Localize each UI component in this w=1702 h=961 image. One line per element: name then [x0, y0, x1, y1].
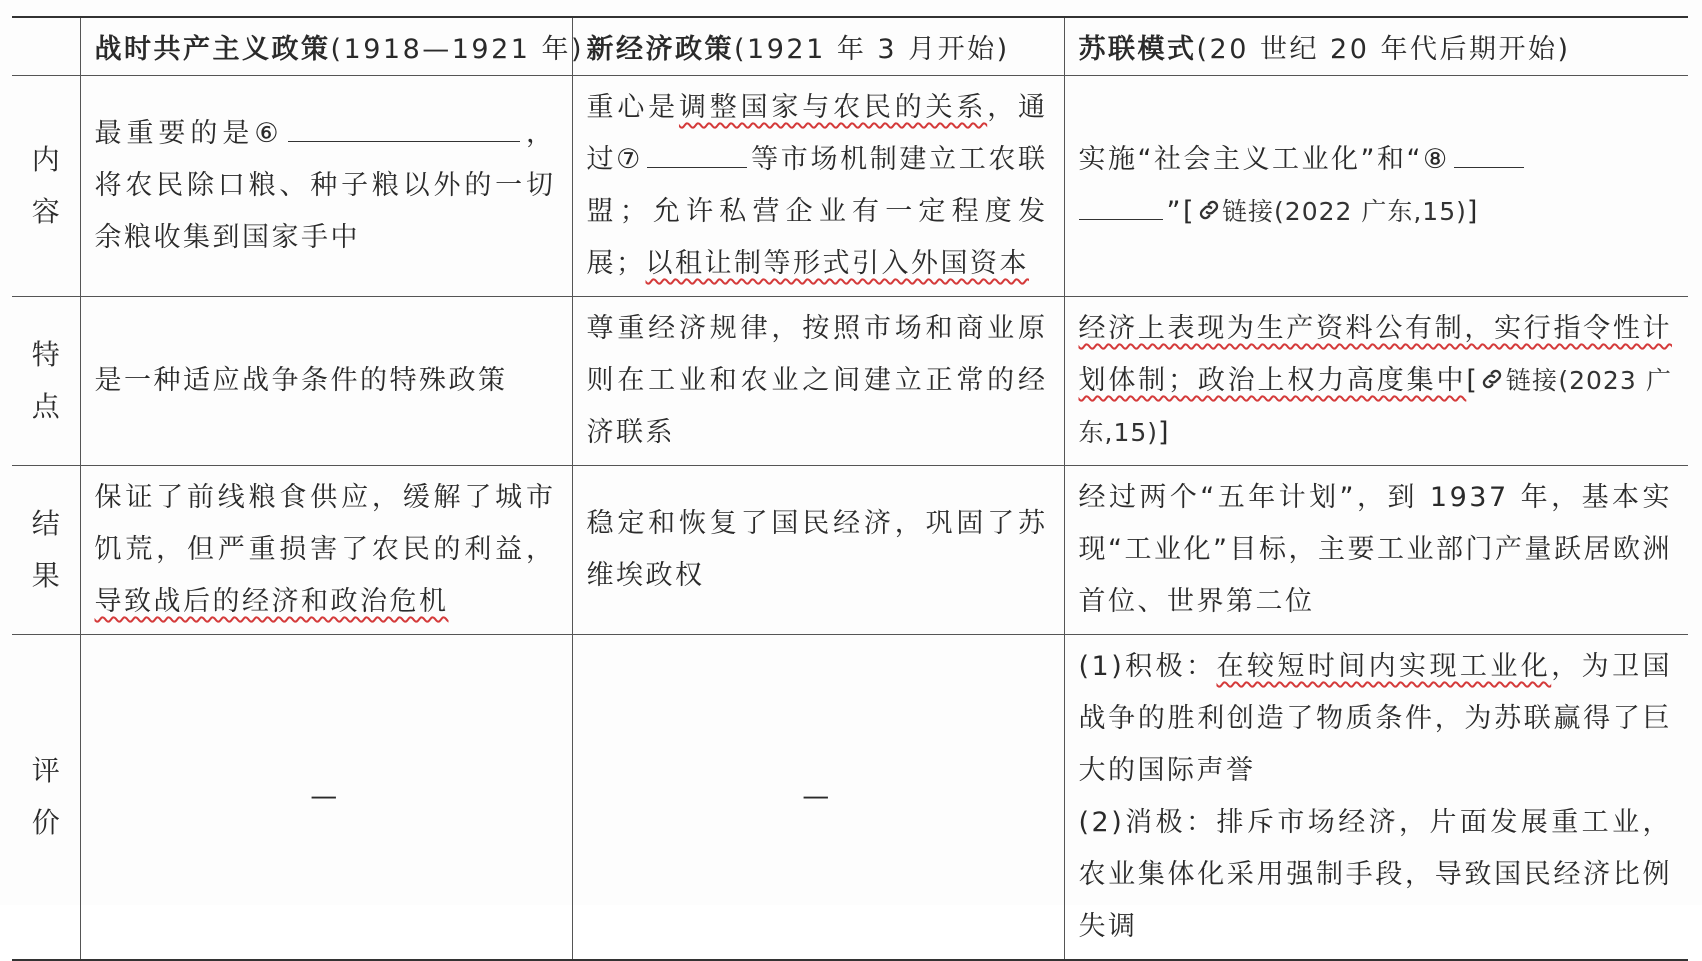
- header-nep-name: 新经济政策: [586, 34, 734, 65]
- header-row: [12, 17, 1688, 76]
- row-label-evaluation: [12, 635, 80, 961]
- text: 重心是: [586, 92, 679, 123]
- row-label-char: 果: [31, 559, 60, 592]
- result-war-communism: [80, 466, 572, 635]
- text: 保证了前线粮食供应，缓解了城市饥荒，但严重损害了农民的利益，: [94, 482, 556, 565]
- text: 是一种适应战争条件的特殊政策: [94, 365, 508, 396]
- evaluation-soviet-model: [1064, 635, 1688, 961]
- header-soviet-model-years: (20 世纪 20 年代后期开始): [1196, 34, 1571, 65]
- link-icon: [1196, 197, 1222, 223]
- row-label-char: 评: [31, 754, 60, 787]
- header-war-communism-name: 战时共产主义政策: [94, 34, 331, 65]
- text: 实施“社会主义工业化”和“⑧: [1078, 144, 1450, 175]
- text: 稳定和恢复了国民经济，巩固了苏维埃政权: [586, 508, 1048, 591]
- row-result: [12, 466, 1688, 635]
- text: ”[: [1166, 196, 1197, 227]
- row-label-char: 容: [31, 195, 60, 228]
- link-reference[interactable]: 链接(2023 广东,15): [1078, 366, 1673, 447]
- row-label-content: [12, 76, 80, 297]
- feature-nep: [572, 297, 1064, 466]
- link-icon: [1479, 366, 1505, 392]
- row-label-char: 内: [31, 143, 60, 176]
- text: ]: [1158, 417, 1172, 448]
- text: [: [1466, 365, 1480, 396]
- answer-blank-8-part2[interactable]: [1079, 189, 1163, 220]
- wavy-underlined-text: 以租让制等形式引入外国资本: [645, 248, 1029, 279]
- header-nep: [572, 17, 1064, 76]
- header-soviet-model-name: 苏联模式: [1078, 34, 1197, 65]
- evaluation-nep: [572, 635, 1064, 961]
- wavy-underlined-text: 调整国家与农民的关系: [678, 92, 988, 123]
- text: 经过两个“五年计划”，到 1937 年，基本实现“工业化”目标，主要工业部门产量跃居欧洲首位、世界第二位: [1078, 482, 1672, 617]
- link-reference[interactable]: 链接(2022 广东,15): [1222, 197, 1467, 226]
- evaluation-war-communism: [80, 635, 572, 961]
- header-war-communism-years: (1918—1921 年): [330, 34, 585, 65]
- answer-blank-6[interactable]: [288, 111, 520, 142]
- row-label-result: [12, 466, 80, 635]
- dash-placeholder: —: [802, 781, 832, 812]
- row-label-char: 特: [31, 338, 60, 371]
- content-soviet-model: [1064, 76, 1688, 297]
- row-label-char: 点: [31, 390, 60, 423]
- row-label-feature: [12, 297, 80, 466]
- text: (2)消极：排斥市场经济，片面发展重工业，农业集体化采用强制手段，导致国民经济比例失调: [1078, 807, 1672, 942]
- header-soviet-model: [1064, 17, 1688, 76]
- feature-soviet-model: [1064, 297, 1688, 466]
- wavy-underlined-text: 经济上表现为生产资料公有制，实行指令性计划体制；政治上权力高度集中: [1078, 313, 1672, 396]
- text: ，将农民除口粮、种子粮以外的一切余粮收集到国家手中: [94, 118, 556, 253]
- content-nep: [572, 76, 1064, 297]
- text: ]: [1466, 196, 1480, 227]
- text: 等市场机制建立工农联盟；允许私营企业有一定程度发展；: [586, 144, 1048, 279]
- wavy-underlined-text: 在较短时间内实现工业化: [1216, 651, 1552, 682]
- answer-blank-8-part1[interactable]: [1454, 137, 1524, 168]
- feature-war-communism: [80, 297, 572, 466]
- row-feature: [12, 297, 1688, 466]
- comparison-table: [12, 16, 1688, 961]
- row-evaluation: [12, 635, 1688, 961]
- text: ，通过⑦: [586, 92, 1048, 175]
- text: 尊重经济规律，按照市场和商业原则在工业和农业之间建立正常的经济联系: [586, 313, 1048, 448]
- row-label-char: 价: [31, 806, 60, 839]
- header-war-communism: [80, 17, 585, 76]
- row-label-char: 结: [31, 507, 60, 540]
- text: (1)积极：: [1078, 651, 1217, 682]
- header-nep-years: (1921 年 3 月开始): [734, 34, 1010, 65]
- corner-cell: [12, 17, 80, 76]
- dash-placeholder: —: [310, 781, 340, 812]
- result-soviet-model: [1064, 466, 1688, 635]
- text: ，为卫国战争的胜利创造了物质条件，为苏联赢得了巨大的国际声誉: [1078, 651, 1673, 786]
- answer-blank-7[interactable]: [647, 137, 747, 168]
- text: 最重要的是⑥: [94, 118, 284, 149]
- result-nep: [572, 466, 1064, 635]
- row-content: [12, 76, 1688, 297]
- content-war-communism: [80, 76, 572, 297]
- wavy-underlined-text: 导致战后的经济和政治危机: [94, 586, 449, 617]
